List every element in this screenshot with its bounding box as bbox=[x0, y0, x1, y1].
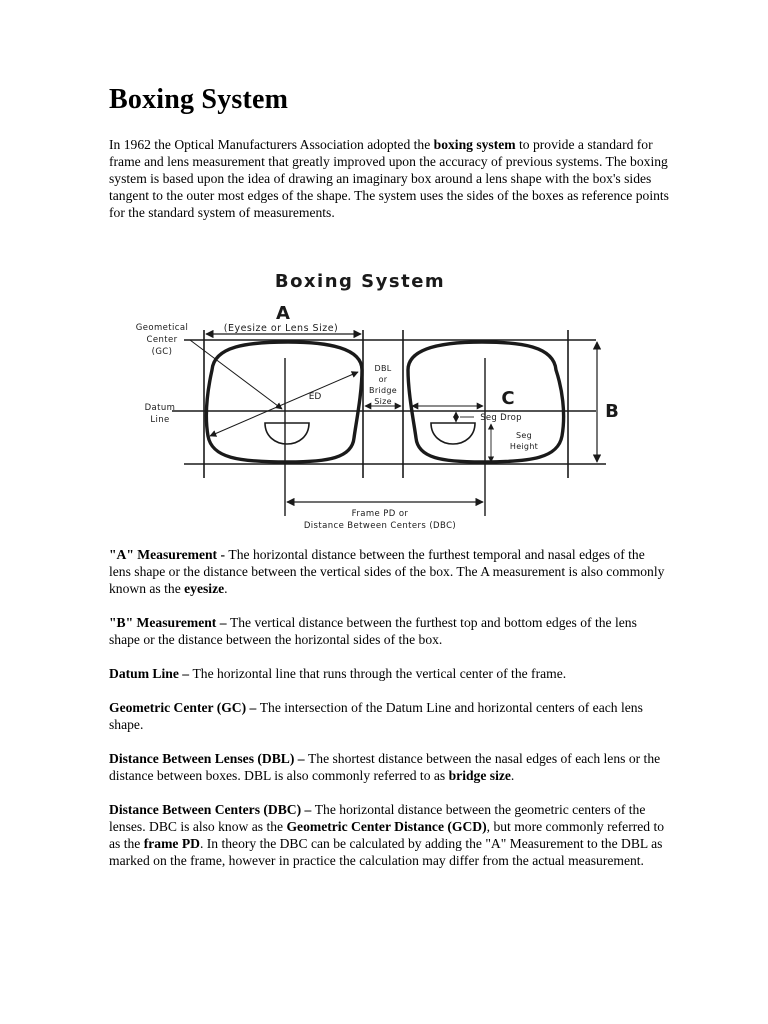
definition-term: Distance Between Lenses (DBL) – bbox=[109, 751, 308, 766]
definition-text: The intersection of the Datum Line and horizontal centers of each lens shape. bbox=[109, 700, 643, 732]
right-seg bbox=[431, 423, 475, 444]
label-seg-height-2: Height bbox=[509, 442, 539, 451]
definition-term: "A" Measurement - bbox=[109, 547, 229, 562]
left-seg bbox=[265, 423, 309, 444]
definition-bold: eyesize bbox=[184, 581, 225, 596]
page-title: Boxing System bbox=[109, 84, 289, 115]
label-gc-3: (GC) bbox=[151, 347, 173, 357]
intro-text-1: In 1962 the Optical Manufacturers Association adopted the bbox=[109, 137, 434, 152]
label-seg-drop: Seg Drop bbox=[480, 413, 522, 423]
definition-b-measurement bbox=[109, 614, 669, 648]
definition-text: The horizontal distance between the furthest temporal and nasal edges of the lens shape or the distance between the vertical sides of the box. The A measurement is also commonly known as the bbox=[109, 547, 665, 596]
label-c: C bbox=[501, 388, 515, 409]
label-gc-2: Center bbox=[146, 335, 178, 345]
intro-paragraph bbox=[109, 136, 669, 221]
definition-geometric-center bbox=[109, 699, 669, 733]
boxing-system-diagram bbox=[118, 258, 648, 538]
label-dbl-3: Bridge bbox=[369, 386, 397, 395]
intro-text-2: to provide a standard for frame and lens measurement that greatly improved upon the accuracy of previous systems. The boxing system is based upon the idea of drawing an imaginary box around a lens shape with the box's sides tangent to the outer most edges of the shape. The system uses the sides of the boxes as reference points for the standard system of measurements. bbox=[109, 137, 669, 220]
definition-term: Geometric Center (GC) – bbox=[109, 700, 260, 715]
definition-term: "B" Measurement – bbox=[109, 615, 230, 630]
label-dbl-2: or bbox=[378, 375, 388, 384]
label-a: A bbox=[276, 303, 290, 324]
label-dbl-1: DBL bbox=[374, 364, 392, 373]
definitions-list bbox=[109, 546, 669, 886]
definition-text: The horizontal line that runs through the vertical center of the frame. bbox=[192, 666, 567, 681]
ed-arrow bbox=[210, 372, 358, 436]
definition-bold-gcd: Geometric Center Distance (GCD) bbox=[286, 819, 487, 834]
label-seg-height-1: Seg bbox=[516, 431, 532, 440]
label-gc-1: Geometical bbox=[135, 323, 189, 333]
definition-bold: bridge size bbox=[448, 768, 511, 783]
label-pd-1: Frame PD or bbox=[351, 509, 409, 519]
label-datum-1: Datum bbox=[144, 403, 176, 413]
definition-bold-frame-pd: frame PD bbox=[143, 836, 200, 851]
definition-text: . In theory the DBC can be calculated by adding the "A" Measurement to the DBL as marked on the frame, however in practice the calculation may differ from the actual measurement. bbox=[109, 836, 663, 868]
definition-text: The horizontal distance between the geometric centers of the lenses. DBC is also know as the bbox=[109, 802, 646, 834]
right-lens-shape bbox=[408, 342, 564, 462]
diagram-svg bbox=[118, 258, 648, 538]
label-datum-2: Line bbox=[150, 415, 170, 425]
definition-text: The vertical distance between the furthest top and bottom edges of the lens shape or the distance between the horizontal sides of the box. bbox=[109, 615, 637, 647]
label-dbl-4: Size bbox=[374, 397, 392, 406]
intro-bold-boxing-system: boxing system bbox=[433, 137, 516, 152]
definition-datum-line bbox=[109, 665, 669, 682]
label-pd-2: Distance Between Centers (DBC) bbox=[303, 521, 457, 531]
definition-dbl bbox=[109, 750, 669, 784]
label-ed: ED bbox=[308, 392, 322, 402]
definition-a-measurement bbox=[109, 546, 669, 597]
definition-term: Datum Line – bbox=[109, 666, 193, 681]
definition-text: , but more commonly referred to as the bbox=[109, 819, 665, 851]
definition-text-end: . bbox=[224, 581, 228, 596]
definition-text-end: . bbox=[510, 768, 515, 783]
definition-dbc bbox=[109, 801, 669, 869]
label-b: B bbox=[605, 401, 619, 422]
diagram-title: Boxing System bbox=[274, 271, 446, 292]
definition-term: Distance Between Centers (DBC) – bbox=[109, 802, 315, 817]
label-a-desc: (Eyesize or Lens Size) bbox=[223, 323, 339, 334]
definition-text: The shortest distance between the nasal edges of each lens or the distance between boxes. DBL is also commonly referred to as bbox=[109, 751, 661, 783]
